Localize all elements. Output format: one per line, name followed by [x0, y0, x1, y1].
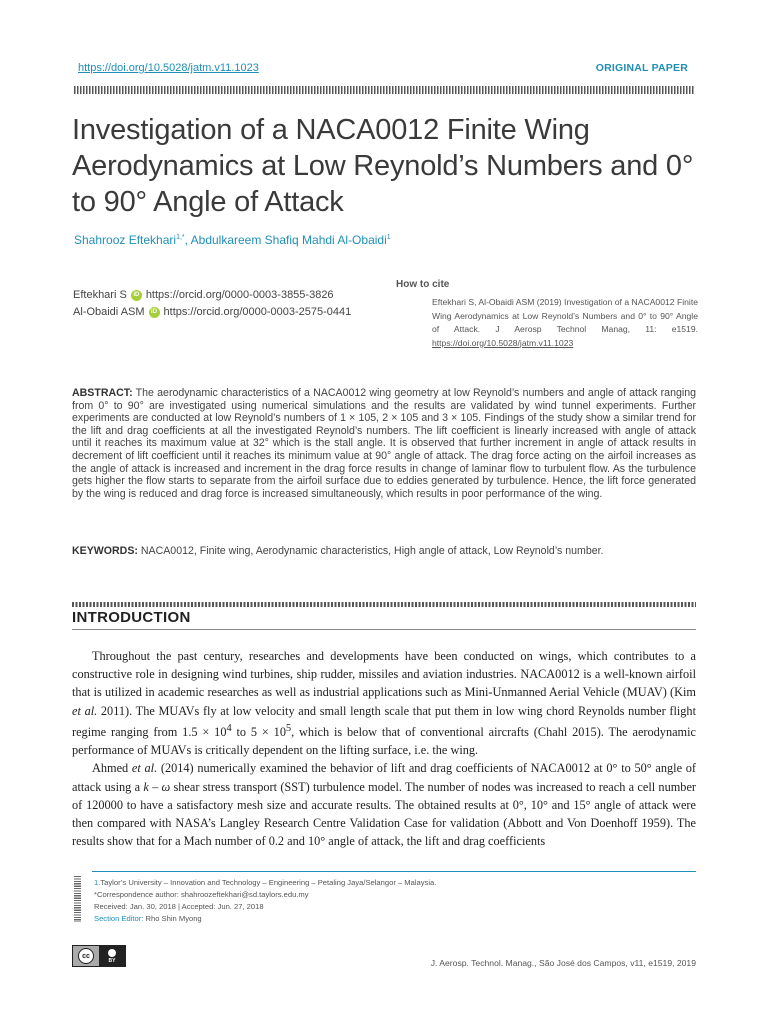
author-list: [74, 233, 391, 247]
footnote-bar-decoration: [74, 876, 81, 922]
text-run: , which is below that of conventional aircrafts (Chahl 2015). The aerodynamic performance of MUAVs is critically dependent on the lifting surface, i.e. the wing.: [72, 724, 696, 758]
keywords-text: NACA0012, Finite wing, Aerodynamic characteristics, High angle of attack, Low Reynold’s number.: [140, 545, 604, 557]
orcid-row: [73, 289, 334, 301]
keywords: [72, 545, 696, 557]
correspondence-note: *Correspondence author: shahroozeftekhari@sd.taylors.edu.my: [94, 890, 309, 899]
orcid-icon: iD: [149, 307, 160, 318]
math-symbol: k: [143, 779, 149, 794]
footnotes: [94, 877, 436, 925]
orcid-link[interactable]: https://orcid.org/0000-0003-2575-0441: [163, 306, 352, 318]
footnote-divider: [92, 871, 696, 872]
orcid-link[interactable]: https://orcid.org/0000-0003-3855-3826: [145, 289, 334, 301]
orcid-row: [73, 306, 351, 318]
body-text: [72, 647, 696, 850]
author-affiliation-mark: 1,*: [176, 234, 185, 241]
abstract-label: ABSTRACT:: [72, 387, 133, 399]
doi-link[interactable]: https://doi.org/10.5028/jatm.v11.1023: [78, 62, 259, 74]
section-underline: [72, 629, 696, 630]
paragraph: [72, 759, 696, 850]
section-editor-name: Rho Shin Myong: [145, 914, 202, 923]
paragraph: [72, 647, 696, 759]
keywords-label: KEYWORDS:: [72, 545, 138, 557]
section-heading: INTRODUCTION: [72, 609, 191, 626]
text-run: shear stress transport (SST) turbulence model. The number of nodes was increased to reach a cell number of 120000 to have a satisfactory mesh size and accurate results. The obtained results at 0°, 10° and 15° angle of attack were then compared with NASA’s Langley Research Centre Validation Case for validation (Abbott and Von Doenhoff 1959). The results show that for a Mach number of 0.2 and 10° angle of attack, the lift and drag coefficients: [72, 779, 696, 849]
text-run: Throughout the past century, researches and developments have been conducted on wings, which contributes to a constructive role in designing wind turbines, ship rudder, missiles and aviation industries. NACA0012 is a well-known airfoil that is utilized in academic researches as well as industrial applications such as Mini-Unmanned Aerial Vehicle (MUAV) (Kim: [72, 649, 696, 700]
by-label: BY: [108, 957, 116, 964]
journal-footer: J. Aerosp. Technol. Manag., São José dos Campos, v11, e1519, 2019: [430, 958, 696, 968]
abstract: [72, 387, 696, 500]
person-icon: [108, 949, 116, 957]
math-symbol: ω: [161, 779, 171, 794]
text-run: to 5 × 10: [231, 724, 286, 739]
dates-note: Received: Jan. 30, 2018 | Accepted: Jun. 27, 2018: [94, 902, 264, 911]
exponent: 4: [226, 722, 232, 734]
orcid-author-name: Eftekhari S: [73, 289, 127, 301]
author-name[interactable]: Abdulkareem Shafiq Mahdi Al-Obaidi: [190, 233, 387, 247]
cc-license-badge[interactable]: [72, 945, 126, 967]
affiliation-text: Taylor’s University – Innovation and Technology – Engineering – Petaling Jaya/Selangor – Malaysia.: [100, 878, 437, 887]
citation-text: [432, 296, 698, 350]
affiliation-number: 1.: [94, 878, 101, 887]
section-divider: [72, 602, 696, 607]
cc-icon-panel: [73, 946, 99, 966]
header-divider: [74, 86, 694, 94]
article-type-label: ORIGINAL PAPER: [595, 62, 688, 74]
by-icon-panel: [99, 949, 125, 964]
cc-icon: cc: [78, 948, 94, 964]
author-affiliation-mark: 1: [386, 234, 391, 241]
citation-body: Eftekhari S, Al-Obaidi ASM (2019) Investigation of a NACA0012 Finite Wing Aerodynamics at Low Reynold’s Numbers and 0° to 90° Angle of Attack. J Aerosp Technol Manag, 11: e1519.: [432, 297, 698, 334]
orcid-author-name: Al-Obaidi ASM: [73, 306, 145, 318]
abstract-text: The aerodynamic characteristics of a NACA0012 wing geometry at low Reynold’s numbers and angle of attack ranging from 0° to 90° are investigated using numerical simulations and the results are validated by wind tunnel experiments. Further experiments are conducted at low Reynold’s numbers of 1 × 105, 2 × 105 and 3 × 105. Findings of the study show a similar trend for the lift and drag coefficients at all the investigated Reynold’s numbers. The lift coefficient is linearly increased with angle of attack until it reaches its maximum value at 32° which is the stall angle. It is observed that further increment in angle of attack results in decrement of lift coefficient until it reaches its minimum value at 90° angle of attack. The drag force acting on the airfoil increases as the angle of attack is increased and increment in the drag force results in change of laminar flow to turbulent flow. As the turbulence gets higher the flow starts to separate from the airfoil surface due to eddies generated by turbulence. Hence, the lift force generated by the wing is reduced and drag force is increased simultaneously, which results in poor performance of the wing.: [72, 387, 696, 500]
text-run: Ahmed: [92, 761, 132, 776]
author-name[interactable]: Shahrooz Eftekhari: [74, 233, 177, 247]
text-run: (2014) numerically examined the behavior of lift and drag coefficients of NACA0012 at 0° to 50° angle of attack using a: [72, 761, 696, 794]
affiliation-note: [94, 877, 436, 889]
exponent: 5: [285, 722, 292, 734]
text-run: –: [148, 779, 162, 794]
section-editor-note: [94, 913, 436, 925]
article-title: Investigation of a NACA0012 Finite Wing Aerodynamics at Low Reynold’s Numbers and 0° to 90° Angle of Attack: [72, 114, 694, 218]
text-run-italic: et al.: [72, 703, 98, 718]
citation-doi-link[interactable]: https://doi.org/10.5028/jatm.v11.1023: [432, 337, 574, 348]
text-run-italic: et al.: [131, 761, 158, 776]
author-separator: ,: [184, 233, 191, 247]
text-run: 2011). The MUAVs fly at low velocity and small length scale that put them in low wing chord Reynolds number flight regime ranging from 1.5 × 10: [72, 703, 697, 739]
how-to-cite-label: How to cite: [396, 279, 450, 290]
section-editor-label: Section Editor:: [94, 914, 144, 923]
orcid-icon: iD: [131, 290, 142, 301]
